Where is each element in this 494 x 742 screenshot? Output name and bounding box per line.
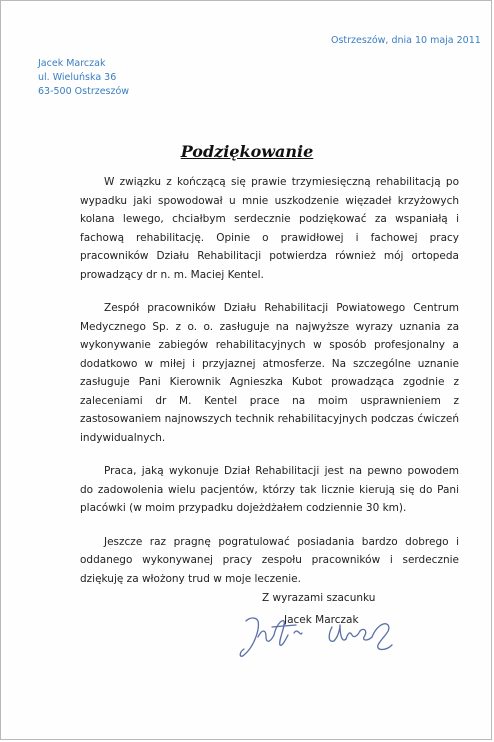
paragraph-1-text: W związku z kończącą się prawie trzymiesięczną rehabilitacją po wypadku jaki spowodował u mnie uszkodzenie więzadeł krzyżowych kolana lewego, chciałbym serdecznie podziękować za wspaniałą i fachową rehabilitację. Opinie o prawidłowej i fachowej pracy pracowników Działu Rehabilitacji potwierdza również mój ortopeda prowadzący dr n. m. Maciej Kentel. (80, 176, 459, 281)
paragraph-1 (80, 173, 459, 284)
sender-street: ul. Wieluńska 36 (38, 72, 117, 83)
paragraph-4-text: Jeszcze raz pragnę pogratulować posiadania bardzo dobrego i oddanego wykonywanej pracy zespołu pracowników i serdecznie dziękuję za włożony trud w moje leczenie. (80, 535, 459, 585)
letter-body (80, 173, 459, 588)
sender-name: Jacek Marczak (38, 58, 106, 69)
letter-date: Ostrzeszów, dnia 10 maja 2011 (331, 35, 481, 46)
paragraph-2-text: Zespół pracowników Działu Rehabilitacji Powiatowego Centrum Medycznego Sp. z o. o. zasługuje na najwyższe wyrazy uznania za wykonywanie zabiegów rehabilitacyjnych w sposób profesjonalny a dodatkowo w miłej i przyjaznej atmosferze. Na szczególne uznanie zasługuje Pani Kierownik Agnieszka Kubot prowadząca zgodnie z zaleceniami dr M. Kentel prace na moim usprawnieniem z zastosowaniem najnowszych technik rehabilitacyjnych podczas ćwiczeń indywidualnych. (80, 302, 459, 444)
letter-title: Podziękowanie (180, 142, 314, 161)
signer-name: Jacek Marczak (284, 614, 359, 626)
closing-phrase: Z wyrazami szacunku (262, 592, 376, 604)
paragraph-3 (80, 462, 459, 518)
sender-address (38, 57, 129, 99)
paragraph-4 (80, 533, 459, 589)
paragraph-3-text: Praca, jaką wykonuje Dział Rehabilitacji jest na pewno powodem do zadowolenia wielu pacjentów, którzy tak licznie kierują się do Pani placówki (w moim przypadku dojeżdżałem codziennie 30 km). (80, 465, 459, 514)
handwritten-signature (236, 607, 406, 663)
paragraph-2 (80, 299, 459, 447)
sender-city: 63-500 Ostrzeszów (38, 86, 130, 97)
